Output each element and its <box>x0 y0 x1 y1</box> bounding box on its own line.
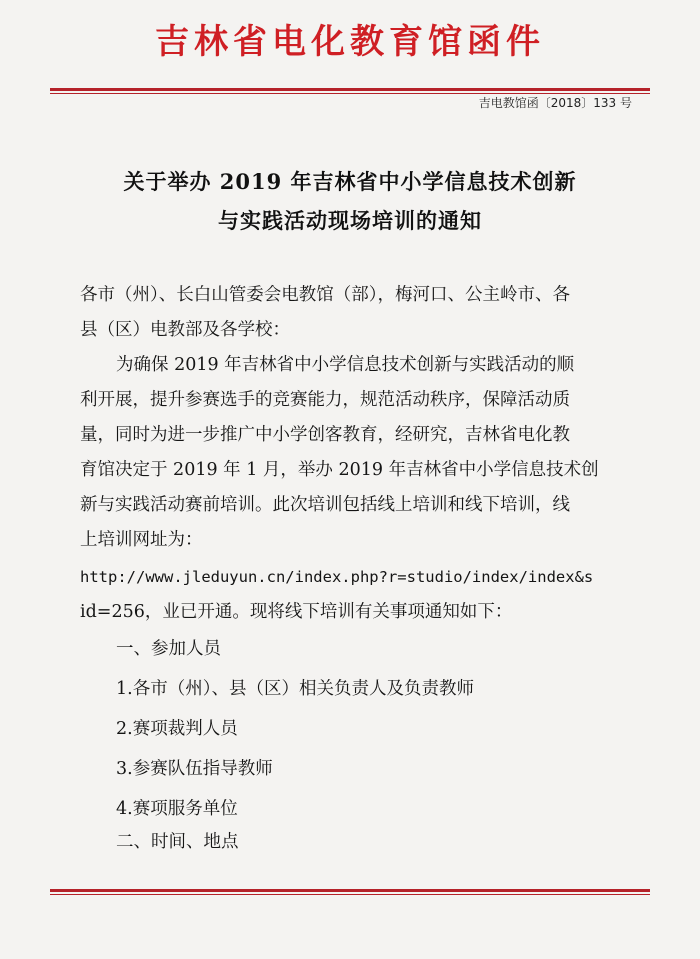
section-heading-participants: 一、参加人员 <box>116 639 221 659</box>
participant-item-3: 3.参赛队伍指导教师 <box>116 759 273 779</box>
body-line-5: 新与实践活动赛前培训。此次培训包括线上培训和线下培训，线 <box>80 495 570 515</box>
body-line-2: 利开展，提升参赛选手的竞赛能力，规范活动秩序，保障活动质 <box>80 390 570 410</box>
notice-title-line-2: 与实践活动现场培训的通知 <box>218 208 482 233</box>
section-heading-time-place: 二、时间、地点 <box>116 832 239 852</box>
training-url-line-1: http://www.jleduyun.cn/index.php?r=studio/index/index&s <box>80 568 594 586</box>
footer-rule-thick <box>50 889 650 892</box>
body-line-1: 为确保 2019 年吉林省中小学信息技术创新与实践活动的顺 <box>116 355 575 375</box>
body-line-4: 育馆决定于 2019 年 1 月，举办 2019 年吉林省中小学信息技术创 <box>80 460 599 480</box>
participant-item-4: 4.赛项服务单位 <box>116 799 238 819</box>
body-line-6: 上培训网址为： <box>80 530 203 550</box>
footer-rule-thin <box>50 894 650 895</box>
participant-item-1: 1.各市（州）、县（区）相关负责人及负责教师 <box>116 679 474 699</box>
letterhead-rule-thick <box>50 88 650 91</box>
document-number: 吉电教馆函〔2018〕133 号 <box>478 96 632 110</box>
addressee-line-1: 各市（州）、长白山管委会电教馆（部），梅河口、公主岭市、各 <box>80 285 570 305</box>
letterhead-title: 吉林省电化教育馆函件 <box>155 22 545 62</box>
training-url-line-2: id=256，业已开通。现将线下培训有关事项通知如下： <box>80 602 513 622</box>
addressee-line-2: 县（区）电教部及各学校： <box>80 320 290 340</box>
body-line-3: 量，同时为进一步推广中小学创客教育，经研究，吉林省电化教 <box>80 425 570 445</box>
participant-item-2: 2.赛项裁判人员 <box>116 719 238 739</box>
notice-title-line-1: 关于举办 2019 年吉林省中小学信息技术创新 <box>123 169 577 194</box>
